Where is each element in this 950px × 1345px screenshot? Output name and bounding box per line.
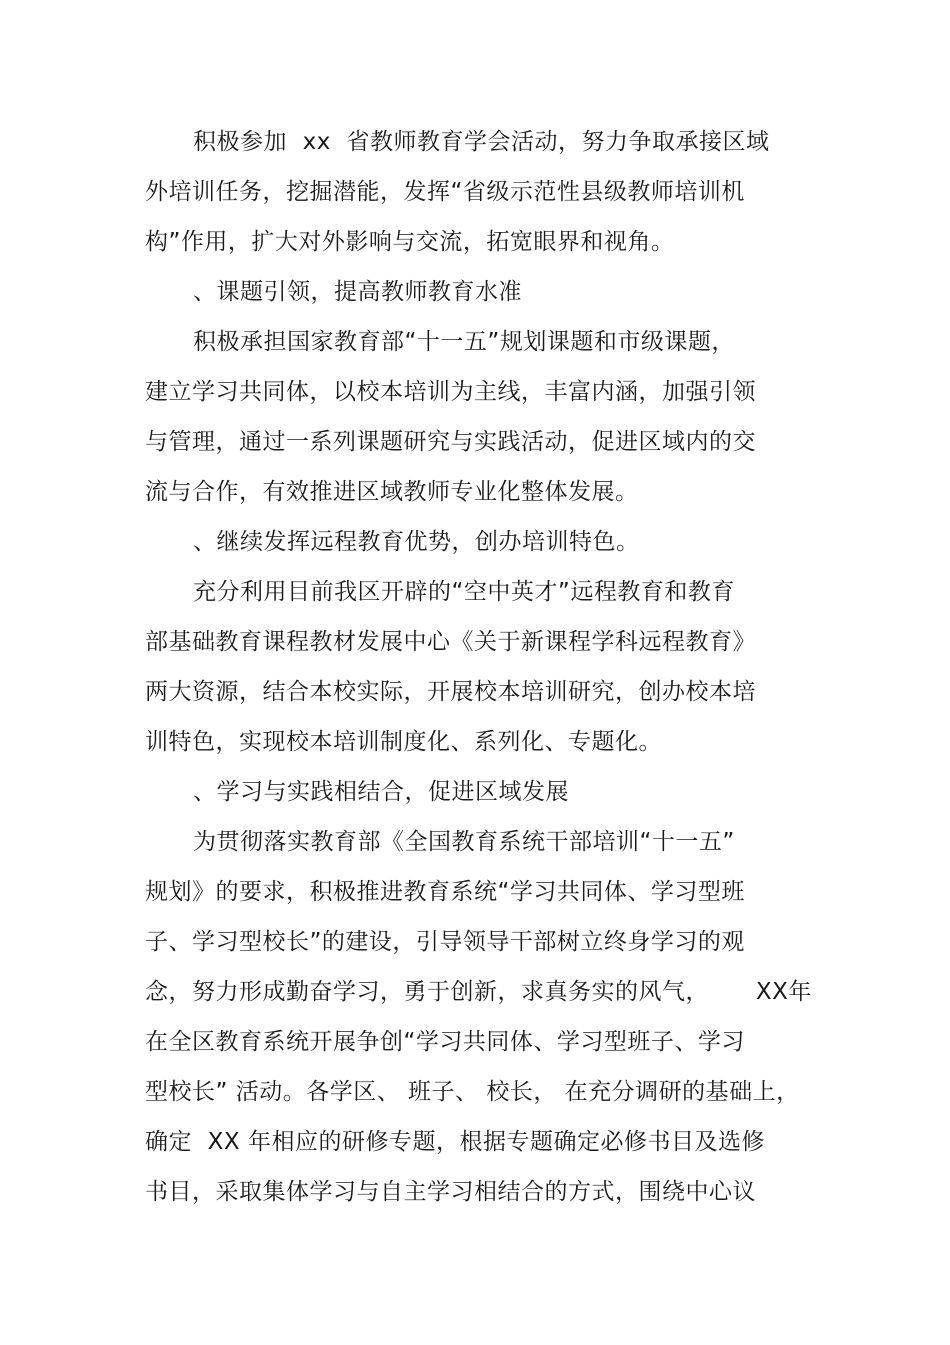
section-heading: 、课题引领，提高教师教育水准 — [193, 279, 522, 305]
text-line: 训特色，实现校本培训制度化、系列化、专题化。 — [145, 729, 662, 755]
text-line: 为贯彻落实教育部《全国教育系统干部培训“十一五” — [193, 829, 735, 855]
text-line: 两大资源，结合本校实际，开展校本培训研究，创办校本培 — [145, 679, 756, 705]
text-line: 型校长” 活动。各学区、 班子、 校长， 在充分调研的基础上， — [145, 1079, 800, 1105]
section-heading: 、学习与实践相结合，促进区域发展 — [193, 779, 569, 805]
text-line: 在全区教育系统开展争创“学习共同体、学习型班子、学习 — [145, 1029, 745, 1055]
text-line: 规划》的要求，积极推进教育系统“学习共同体、学习型班 — [145, 879, 745, 905]
text-line: 充分利用目前我区开辟的“空中英才”远程教育和教育 — [193, 579, 735, 605]
text-line: 积极承担国家教育部“十一五”规划课题和市级课题， — [193, 329, 735, 355]
text-line: 子、学习型校长”的建设，引导领导干部树立终身学习的观 — [145, 929, 745, 955]
section-heading: 、继续发挥远程教育优势，创办培训特色。 — [193, 529, 640, 555]
text-line: 部基础教育课程教材发展中心《关于新课程学科远程教育》 — [145, 629, 756, 655]
text-line: 积极参加 xx 省教师教育学会活动，努力争取承接区域 — [193, 129, 770, 155]
text-line: 确定 XX 年相应的研修专题，根据专题确定必修书目及选修 — [145, 1129, 765, 1155]
text-line: 建立学习共同体，以校本培训为主线，丰富内涵，加强引领 — [145, 379, 756, 405]
text-line: 与管理，通过一系列课题研究与实践活动，促进区域内的交 — [145, 429, 756, 455]
text-line: 外培训任务，挖掘潜能，发挥“省级示范性县级教师培训机 — [145, 179, 745, 205]
text-line: 念，努力形成勤奋学习，勇于创新，求真务实的风气， XX年 — [145, 979, 812, 1005]
text-line: 构”作用，扩大对外影响与交流，拓宽眼界和视角。 — [145, 229, 675, 255]
text-line: 书目，采取集体学习与自主学习相结合的方式，围绕中心议 — [145, 1179, 756, 1205]
text-line: 流与合作，有效推进区域教师专业化整体发展。 — [145, 479, 639, 505]
